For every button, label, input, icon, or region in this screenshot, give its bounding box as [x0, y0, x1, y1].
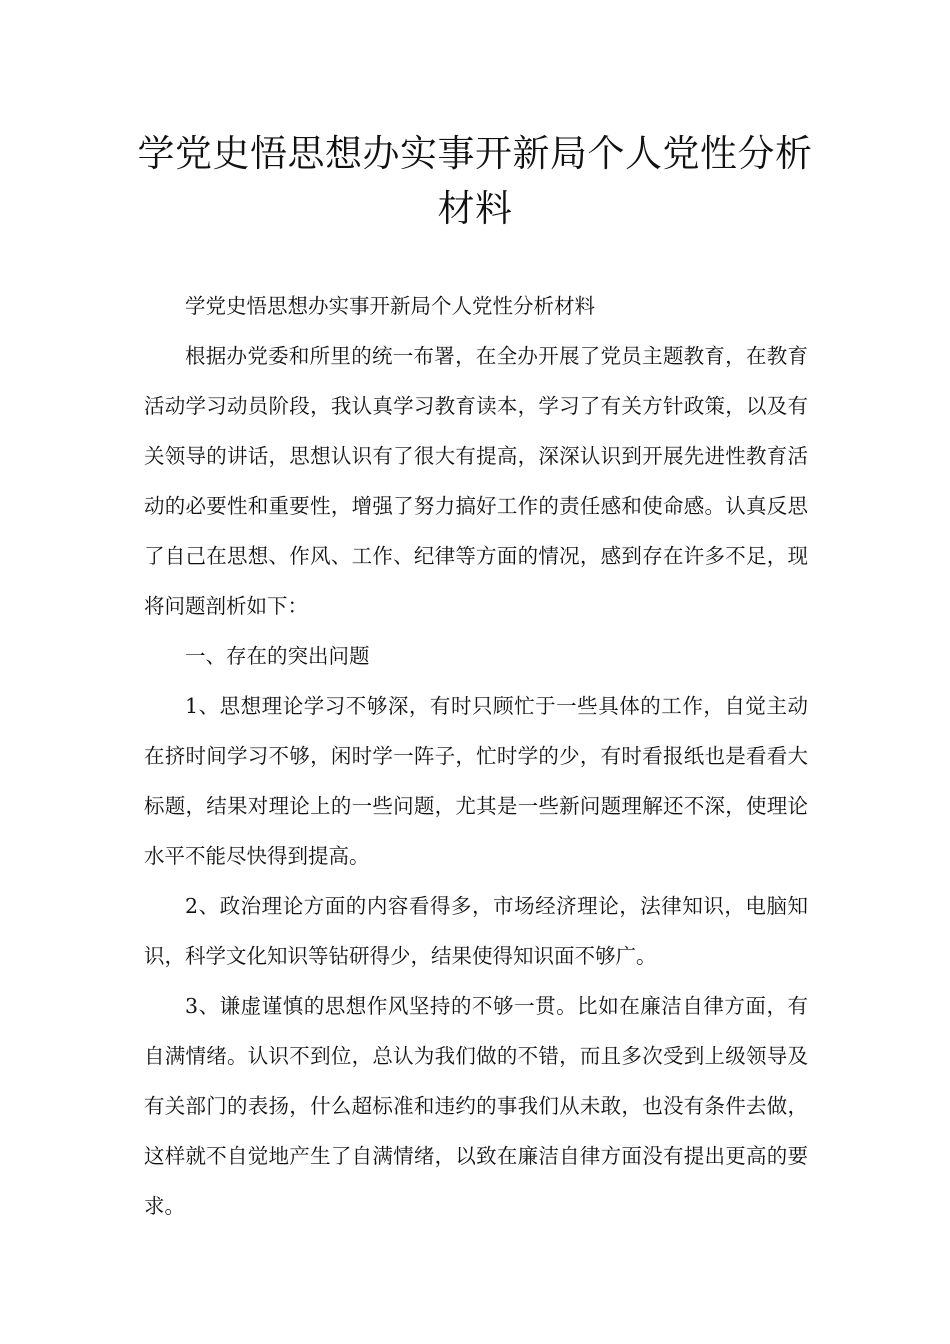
document-title: 学党史悟思想办实事开新局个人党性分析材料 [137, 132, 813, 230]
problem-paragraph-1: 1、思想理论学习不够深，有时只顾忙于一些具体的工作，自觉主动在挤时间学习不够，闲时学一阵子，忙时学的少，有时看报纸也是看看大标题，结果对理论上的一些问题，尤其是一些新问题理解还不深，使理论水平不能尽快得到提高。 [144, 694, 808, 868]
intro-paragraph: 根据办党委和所里的统一布署，在全办开展了党员主题教育，在教育活动学习动员阶段，我认真学习教育读本，学习了有关方针政策，以及有关领导的讲话，思想认识有了很大有提高，深深认识到开展先进性教育活动的必要性和重要性，增强了努力搞好工作的责任感和使命感。认真反思了自己在思想、作风、工作、纪律等方面的情况，感到存在许多不足，现将问题剖析如下： [144, 344, 808, 618]
section-heading: 一、存在的突出问题 [185, 644, 370, 668]
problem-paragraph-2: 2、政治理论方面的内容看得多，市场经济理论，法律知识，电脑知识，科学文化知识等钻研得少，结果使得知识面不够广。 [144, 894, 808, 968]
document-body [144, 281, 808, 1231]
subtitle-paragraph: 学党史悟思想办实事开新局个人党性分析材料 [185, 294, 595, 318]
problem-paragraph-3: 3、谦虚谨慎的思想作风坚持的不够一贯。比如在廉洁自律方面，有自满情绪。认识不到位，总认为我们做的不错，而且多次受到上级领导及有关部门的表扬，什么超标准和违约的事我们从未敢，也没有条件去做，这样就不自觉地产生了自满情绪，以致在廉洁自律方面没有提出更高的要求。 [144, 994, 808, 1218]
